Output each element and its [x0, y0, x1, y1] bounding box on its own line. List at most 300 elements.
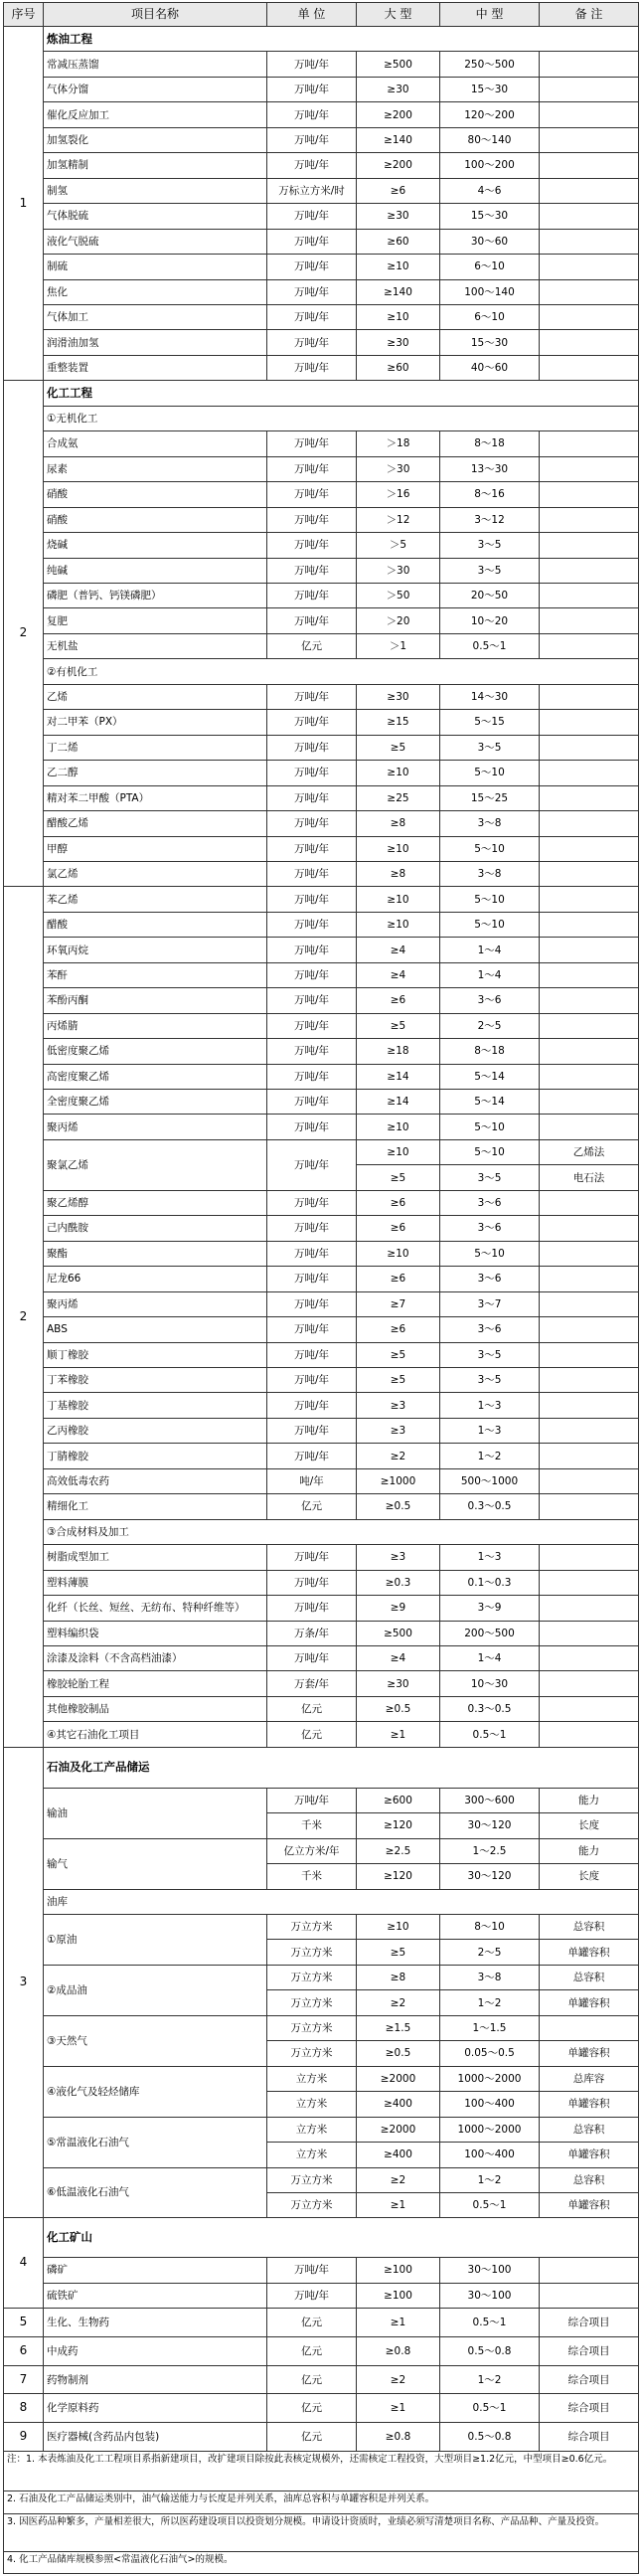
- large-scale-cell: ≥30: [357, 77, 440, 101]
- item-name: 生化、生物药: [44, 2309, 267, 2337]
- unit-cell: 万立方米: [267, 1915, 357, 1940]
- large-scale-cell: ≥2000: [357, 2117, 440, 2142]
- medium-scale-cell: 3～6: [440, 988, 540, 1013]
- item-name: 输气: [44, 1838, 267, 1889]
- large-scale-cell: ≥4: [357, 962, 440, 987]
- unit-cell: 万吨/年: [267, 1139, 357, 1190]
- scale-standard-table: [3, 2, 639, 2574]
- note-cell: [540, 1291, 639, 1316]
- large-scale-cell: ≥10: [357, 761, 440, 785]
- unit-cell: 万吨/年: [267, 204, 357, 229]
- medium-scale-cell: 2～5: [440, 1013, 540, 1038]
- large-scale-cell: ≥1000: [357, 1468, 440, 1493]
- medium-scale-cell: 3～5: [440, 1368, 540, 1393]
- item-name: 药物制剂: [44, 2365, 267, 2394]
- table-row: [4, 1696, 639, 1721]
- note-cell: [540, 1241, 639, 1266]
- large-scale-cell: ≥500: [357, 52, 440, 77]
- unit-cell: 万吨/年: [267, 482, 357, 507]
- medium-scale-cell: 5～14: [440, 1090, 540, 1115]
- medium-scale-cell: 30～100: [440, 2283, 540, 2308]
- medium-scale-cell: 8～10: [440, 1915, 540, 1940]
- note-cell: [540, 482, 639, 507]
- item-name: 丁苯橡胶: [44, 1368, 267, 1393]
- unit-cell: 万吨/年: [267, 77, 357, 101]
- table-row: [4, 229, 639, 254]
- large-scale-cell: ≥6: [357, 1267, 440, 1291]
- medium-scale-cell: 0.3～0.5: [440, 1494, 540, 1519]
- medium-scale-cell: 1000～2000: [440, 2117, 540, 2142]
- medium-scale-cell: 100～400: [440, 2092, 540, 2117]
- medium-scale-cell: 1000～2000: [440, 2066, 540, 2091]
- note-cell: [540, 1393, 639, 1418]
- item-name: 中成药: [44, 2336, 267, 2365]
- table-row: [4, 1965, 639, 1989]
- item-name: 焦化: [44, 279, 267, 304]
- large-scale-cell: ＞12: [357, 507, 440, 532]
- item-name: 己内酰胺: [44, 1216, 267, 1241]
- unit-cell: 万吨/年: [267, 583, 357, 607]
- note-cell: [540, 912, 639, 937]
- large-scale-cell: ＞50: [357, 583, 440, 607]
- unit-cell: 万标立方米/时: [267, 178, 357, 203]
- notes-section: [4, 2452, 639, 2574]
- item-name: 橡胶轮胎工程: [44, 1671, 267, 1696]
- table-row: [4, 1915, 639, 1940]
- table-row: [4, 1444, 639, 1468]
- note-cell: 总容积: [540, 1965, 639, 1989]
- seq-cell: 2: [4, 381, 44, 887]
- note-cell: [540, 102, 639, 127]
- item-name: 塑料编织袋: [44, 1621, 267, 1645]
- table-row: [4, 2394, 639, 2423]
- section-title: 化工工程: [44, 381, 639, 406]
- note-cell: [540, 1696, 639, 1721]
- medium-scale-cell: 15～30: [440, 77, 540, 101]
- unit-cell: 亿元: [267, 2394, 357, 2423]
- table-row: [4, 962, 639, 987]
- large-scale-cell: ≥2: [357, 2365, 440, 2394]
- medium-scale-cell: 0.3～0.5: [440, 1696, 540, 1721]
- unit-cell: 万吨/年: [267, 785, 357, 810]
- large-scale-cell: ≥2.5: [357, 1838, 440, 1863]
- table-row: [4, 785, 639, 810]
- medium-scale-cell: 0.1～0.3: [440, 1570, 540, 1595]
- large-scale-cell: ≥140: [357, 279, 440, 304]
- medium-scale-cell: 8～18: [440, 1039, 540, 1064]
- note-cell: [540, 1570, 639, 1595]
- medium-scale-cell: 15～30: [440, 330, 540, 355]
- medium-scale-cell: 1～2: [440, 2365, 540, 2394]
- item-name: 低密度聚乙烯: [44, 1039, 267, 1064]
- medium-scale-cell: 3～5: [440, 735, 540, 760]
- note-cell: [540, 1494, 639, 1519]
- unit-cell: 万吨/年: [267, 1342, 357, 1367]
- item-name: 苯酚丙酮: [44, 988, 267, 1013]
- seq-cell: 5: [4, 2309, 44, 2337]
- subsection-title: 油库: [44, 1889, 639, 1914]
- large-scale-cell: ≥10: [357, 912, 440, 937]
- table-row: [4, 1216, 639, 1241]
- unit-cell: 万吨/年: [267, 2283, 357, 2308]
- large-scale-cell: ＞18: [357, 431, 440, 456]
- large-scale-cell: ≥5: [357, 1940, 440, 1965]
- medium-scale-cell: 40～60: [440, 355, 540, 380]
- note-cell: [540, 785, 639, 810]
- item-name: 全密度聚乙烯: [44, 1090, 267, 1115]
- large-scale-cell: ≥1: [357, 2193, 440, 2218]
- large-scale-cell: ≥5: [357, 735, 440, 760]
- medium-scale-cell: 15～30: [440, 204, 540, 229]
- note-cell: [540, 279, 639, 304]
- note-cell: [540, 710, 639, 735]
- unit-cell: 万吨/年: [267, 431, 357, 456]
- table-row: [4, 1889, 639, 1914]
- item-name: 丁基橡胶: [44, 1393, 267, 1418]
- medium-scale-cell: 3～5: [440, 1165, 540, 1190]
- item-name: 丁腈橡胶: [44, 1444, 267, 1468]
- item-name: 加氢裂化: [44, 127, 267, 152]
- item-name: 液化气脱硫: [44, 229, 267, 254]
- note-cell: [540, 1621, 639, 1645]
- large-scale-cell: ≥600: [357, 1788, 440, 1812]
- seq-cell: 6: [4, 2336, 44, 2365]
- large-scale-cell: ≥5: [357, 1368, 440, 1393]
- unit-cell: 万吨/年: [267, 355, 357, 380]
- medium-scale-cell: 1～4: [440, 938, 540, 962]
- medium-scale-cell: 5～10: [440, 1241, 540, 1266]
- table-row: [4, 153, 639, 178]
- unit-cell: 万吨/年: [267, 1317, 357, 1342]
- section-title: 炼油工程: [44, 27, 639, 52]
- table-row: [4, 1621, 639, 1645]
- large-scale-cell: ≥6: [357, 1216, 440, 1241]
- table-row: [4, 1494, 639, 1519]
- large-scale-cell: ≥60: [357, 229, 440, 254]
- medium-scale-cell: 0.5～1: [440, 2193, 540, 2218]
- medium-scale-cell: 100～400: [440, 2143, 540, 2167]
- unit-cell: 万吨/年: [267, 304, 357, 329]
- table-row: [4, 2258, 639, 2283]
- medium-scale-cell: 3～12: [440, 507, 540, 532]
- large-scale-cell: ≥1.5: [357, 2015, 440, 2040]
- item-name: 顺丁橡胶: [44, 1342, 267, 1367]
- item-name: ①原油: [44, 1915, 267, 1966]
- item-name: 输油: [44, 1788, 267, 1838]
- note-3: 3. 因医药品种繁多，产量相差很大，所以医药建设项目以投资划分规模。申请设计资质时，业绩必须写清楚项目名称、产品品种、产量及投资。: [4, 2514, 639, 2552]
- note-cell: [540, 304, 639, 329]
- large-scale-cell: ≥120: [357, 1864, 440, 1889]
- note-cell: [540, 1267, 639, 1291]
- unit-cell: 万吨/年: [267, 1241, 357, 1266]
- note-cell: [540, 1039, 639, 1064]
- medium-scale-cell: 2～5: [440, 1940, 540, 1965]
- note-cell: [540, 178, 639, 203]
- table-row: [4, 533, 639, 558]
- unit-cell: 千米: [267, 1813, 357, 1838]
- medium-scale-cell: 15～25: [440, 785, 540, 810]
- medium-scale-cell: 3～8: [440, 861, 540, 886]
- item-name: ③天然气: [44, 2015, 267, 2066]
- unit-cell: 万吨/年: [267, 1013, 357, 1038]
- item-name: 尼龙66: [44, 1267, 267, 1291]
- item-name: ④液化气及轻烃储库: [44, 2066, 267, 2117]
- large-scale-cell: ≥30: [357, 1671, 440, 1696]
- large-scale-cell: ≥2: [357, 2167, 440, 2192]
- table-row: [4, 938, 639, 962]
- medium-scale-cell: 3～9: [440, 1596, 540, 1621]
- note-cell: [540, 431, 639, 456]
- large-scale-cell: ≥200: [357, 102, 440, 127]
- note-4: 4. 化工产品储库规模参照<常温液化石油气>的规模。: [4, 2551, 639, 2573]
- note-cell: [540, 127, 639, 152]
- item-name: 纯碱: [44, 558, 267, 583]
- table-row: [4, 1747, 639, 1788]
- note-cell: [540, 1190, 639, 1215]
- note-cell: [540, 1444, 639, 1468]
- item-name: 医疗器械(含药品内包装): [44, 2423, 267, 2452]
- item-name: 苯酐: [44, 962, 267, 987]
- table-row: [4, 583, 639, 607]
- unit-cell: 万吨/年: [267, 1115, 357, 1139]
- unit-cell: 亿元: [267, 2336, 357, 2365]
- note-cell: 综合项目: [540, 2423, 639, 2452]
- unit-cell: 万立方米: [267, 2041, 357, 2066]
- header-note: 备 注: [540, 3, 639, 27]
- table-row: [4, 1671, 639, 1696]
- large-scale-cell: ≥10: [357, 1915, 440, 1940]
- large-scale-cell: ≥2: [357, 1444, 440, 1468]
- unit-cell: 万吨/年: [267, 912, 357, 937]
- large-scale-cell: ＞5: [357, 533, 440, 558]
- table-row: [4, 1190, 639, 1215]
- note-cell: [540, 887, 639, 912]
- item-name: 烧碱: [44, 533, 267, 558]
- unit-cell: 万吨/年: [267, 1393, 357, 1418]
- note-cell: [540, 1418, 639, 1443]
- note-cell: [540, 811, 639, 836]
- table-row: [4, 27, 639, 52]
- item-name: 醋酸: [44, 912, 267, 937]
- medium-scale-cell: 5～10: [440, 912, 540, 937]
- item-name: 复肥: [44, 608, 267, 633]
- unit-cell: 万吨/年: [267, 533, 357, 558]
- note-cell: 总容积: [540, 2167, 639, 2192]
- medium-scale-cell: 10～30: [440, 1671, 540, 1696]
- large-scale-cell: ≥3: [357, 1418, 440, 1443]
- medium-scale-cell: 1～3: [440, 1545, 540, 1570]
- table-row: [4, 1115, 639, 1139]
- unit-cell: 万立方米: [267, 2193, 357, 2218]
- large-scale-cell: ≥10: [357, 1139, 440, 1164]
- large-scale-cell: ≥6: [357, 988, 440, 1013]
- table-row: [4, 2218, 639, 2258]
- medium-scale-cell: 5～10: [440, 836, 540, 861]
- table-row: [4, 2066, 639, 2091]
- medium-scale-cell: 0.5～0.8: [440, 2423, 540, 2452]
- note-cell: [540, 1671, 639, 1696]
- unit-cell: 万吨/年: [267, 1291, 357, 1316]
- large-scale-cell: ≥400: [357, 2143, 440, 2167]
- item-name: 硝酸: [44, 507, 267, 532]
- table-row: [4, 431, 639, 456]
- unit-cell: 万吨/年: [267, 127, 357, 152]
- medium-scale-cell: 0.05～0.5: [440, 2041, 540, 2066]
- unit-cell: 亿元: [267, 2423, 357, 2452]
- medium-scale-cell: 30～60: [440, 229, 540, 254]
- item-name: 合成氨: [44, 431, 267, 456]
- unit-cell: 万吨/年: [267, 988, 357, 1013]
- note-cell: [540, 633, 639, 658]
- large-scale-cell: ≥8: [357, 861, 440, 886]
- item-name: 环氧丙烷: [44, 938, 267, 962]
- note-cell: [540, 330, 639, 355]
- medium-scale-cell: 5～10: [440, 1115, 540, 1139]
- table-row: [4, 1545, 639, 1570]
- table-body: [4, 27, 639, 2452]
- large-scale-cell: ≥14: [357, 1090, 440, 1115]
- item-name: 无机盐: [44, 633, 267, 658]
- note-cell: 长度: [540, 1864, 639, 1889]
- unit-cell: 万吨/年: [267, 861, 357, 886]
- unit-cell: 亿元: [267, 1696, 357, 1721]
- medium-scale-cell: 3～6: [440, 1267, 540, 1291]
- note-cell: [540, 684, 639, 709]
- note-cell: 综合项目: [540, 2394, 639, 2423]
- medium-scale-cell: 250～500: [440, 52, 540, 77]
- medium-scale-cell: 3～5: [440, 533, 540, 558]
- medium-scale-cell: 1～2: [440, 2167, 540, 2192]
- note-cell: [540, 962, 639, 987]
- item-name: 催化反应加工: [44, 102, 267, 127]
- note-cell: [540, 836, 639, 861]
- note-cell: 总容积: [540, 1915, 639, 1940]
- unit-cell: 万立方米: [267, 2167, 357, 2192]
- note-cell: [540, 1216, 639, 1241]
- table-row: [4, 2015, 639, 2040]
- note-cell: [540, 1013, 639, 1038]
- medium-scale-cell: 0.5～1: [440, 1722, 540, 1747]
- item-name: 醋酸乙烯: [44, 811, 267, 836]
- unit-cell: 万吨/年: [267, 1545, 357, 1570]
- note-cell: 总容积: [540, 2117, 639, 2142]
- note-cell: [540, 558, 639, 583]
- seq-cell: 4: [4, 2218, 44, 2309]
- unit-cell: 立方米: [267, 2143, 357, 2167]
- large-scale-cell: ≥25: [357, 785, 440, 810]
- medium-scale-cell: 5～10: [440, 887, 540, 912]
- note-cell: 电石法: [540, 1165, 639, 1190]
- table-row: [4, 204, 639, 229]
- item-name: 对二甲苯（PX）: [44, 710, 267, 735]
- large-scale-cell: ≥30: [357, 330, 440, 355]
- note-cell: 单罐容积: [540, 2092, 639, 2117]
- medium-scale-cell: 3～5: [440, 558, 540, 583]
- table-row: [4, 659, 639, 684]
- note-row: [4, 2452, 639, 2491]
- table-row: [4, 1468, 639, 1493]
- table-row: [4, 52, 639, 77]
- note-cell: 总库容: [540, 2066, 639, 2091]
- medium-scale-cell: 3～8: [440, 811, 540, 836]
- medium-scale-cell: 100～200: [440, 153, 540, 178]
- medium-scale-cell: 6～10: [440, 304, 540, 329]
- section-title: 化工矿山: [44, 2218, 639, 2258]
- table-row: [4, 761, 639, 785]
- item-name: 高密度聚乙烯: [44, 1064, 267, 1089]
- large-scale-cell: ≥6: [357, 1317, 440, 1342]
- unit-cell: 万吨/年: [267, 255, 357, 279]
- table-row: [4, 406, 639, 430]
- unit-cell: 千米: [267, 1864, 357, 1889]
- item-name: 润滑油加氢: [44, 330, 267, 355]
- unit-cell: 万吨/年: [267, 1418, 357, 1443]
- table-row: [4, 77, 639, 101]
- table-row: [4, 1646, 639, 1671]
- note-cell: [540, 355, 639, 380]
- large-scale-cell: ≥120: [357, 1813, 440, 1838]
- large-scale-cell: ＞30: [357, 456, 440, 481]
- note-cell: [540, 1646, 639, 1671]
- table-row: [4, 2283, 639, 2308]
- large-scale-cell: ≥400: [357, 2092, 440, 2117]
- table-row: [4, 710, 639, 735]
- medium-scale-cell: 5～10: [440, 1139, 540, 1164]
- item-name: 苯乙烯: [44, 887, 267, 912]
- large-scale-cell: ≥7: [357, 1291, 440, 1316]
- large-scale-cell: ≥500: [357, 1621, 440, 1645]
- unit-cell: 万吨/年: [267, 710, 357, 735]
- note-cell: [540, 456, 639, 481]
- unit-cell: 万吨/年: [267, 962, 357, 987]
- item-name: 树脂成型加工: [44, 1545, 267, 1570]
- medium-scale-cell: 0.5～1: [440, 633, 540, 658]
- table-row: [4, 1342, 639, 1367]
- item-name: 聚氯乙烯: [44, 1139, 267, 1190]
- large-scale-cell: ≥5: [357, 1013, 440, 1038]
- note-1: 注：1. 本表炼油及化工工程项目系指新建项目，改扩建项目除按此表核定规模外，还需核定工程投资，大型项目≥1.2亿元，中型项目≥0.6亿元。: [4, 2452, 639, 2491]
- medium-scale-cell: 1～4: [440, 962, 540, 987]
- large-scale-cell: ≥0.5: [357, 2041, 440, 2066]
- large-scale-cell: ＞20: [357, 608, 440, 633]
- item-name: 塑料薄膜: [44, 1570, 267, 1595]
- medium-scale-cell: 8～16: [440, 482, 540, 507]
- item-name: 精细化工: [44, 1494, 267, 1519]
- seq-cell: 3: [4, 1747, 44, 2218]
- unit-cell: 亿元: [267, 1494, 357, 1519]
- large-scale-cell: ≥30: [357, 204, 440, 229]
- unit-cell: 万吨/年: [267, 279, 357, 304]
- medium-scale-cell: 500～1000: [440, 1468, 540, 1493]
- table-row: [4, 633, 639, 658]
- medium-scale-cell: 300～600: [440, 1788, 540, 1812]
- note-cell: [540, 204, 639, 229]
- unit-cell: 万吨/年: [267, 1090, 357, 1115]
- large-scale-cell: ≥18: [357, 1039, 440, 1064]
- note-cell: [540, 229, 639, 254]
- large-scale-cell: ≥15: [357, 710, 440, 735]
- unit-cell: 亿元: [267, 1722, 357, 1747]
- item-name: 丁二烯: [44, 735, 267, 760]
- item-name: 丙烯腈: [44, 1013, 267, 1038]
- medium-scale-cell: 13～30: [440, 456, 540, 481]
- table-row: [4, 1838, 639, 1863]
- medium-scale-cell: 5～10: [440, 761, 540, 785]
- large-scale-cell: ≥9: [357, 1596, 440, 1621]
- large-scale-cell: ≥140: [357, 127, 440, 152]
- item-name: 化学原料药: [44, 2394, 267, 2423]
- medium-scale-cell: 1～3: [440, 1418, 540, 1443]
